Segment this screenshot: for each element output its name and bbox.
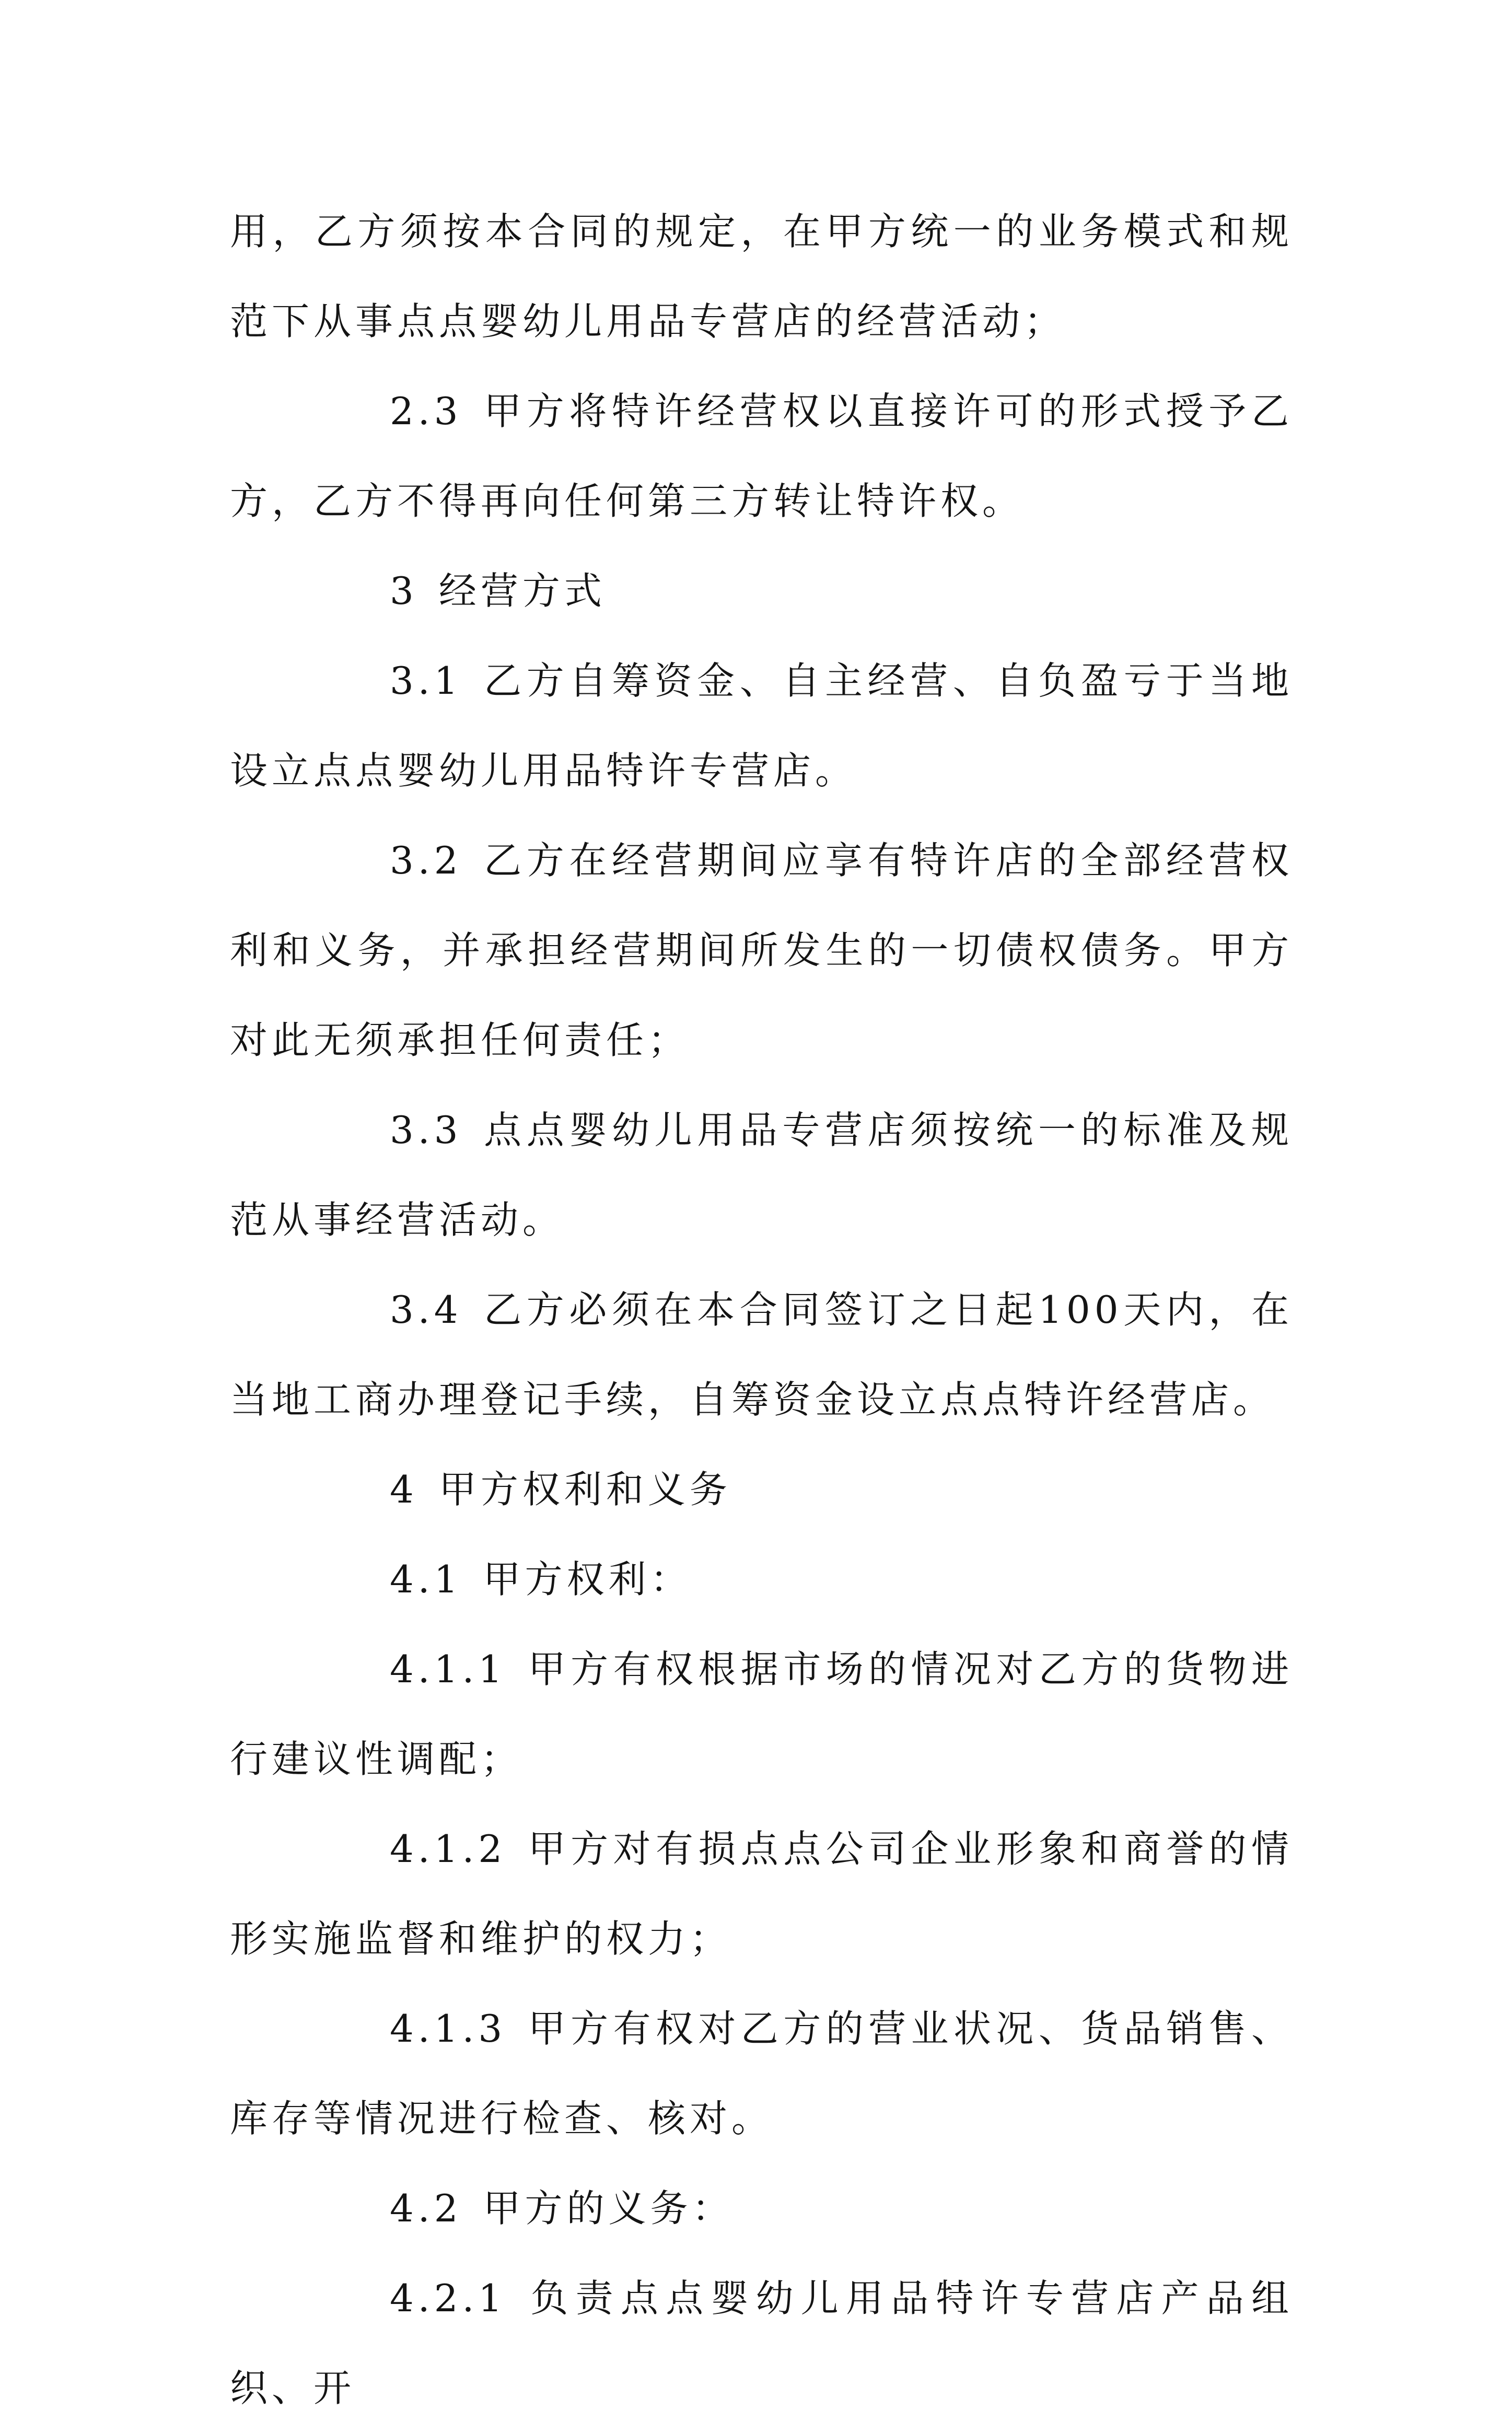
paragraph-text: 甲方有权对乙方的营业状况、货品销售、库存等情况进行检查、核对。 bbox=[230, 2007, 1293, 2140]
paragraph-text: 甲方将特许经营权以直接许可的形式授予乙方，乙方不得再向任何第三方转让特许权。 bbox=[230, 389, 1293, 523]
paragraph-4-1-1 bbox=[230, 1624, 1293, 1804]
section-heading-3 bbox=[230, 546, 1293, 636]
paragraph-3-4 bbox=[230, 1265, 1293, 1445]
clause-number: 4.1.3 bbox=[390, 2007, 507, 2051]
paragraph-3-1 bbox=[230, 636, 1293, 816]
clause-number: 4.1.2 bbox=[390, 1827, 507, 1871]
paragraph-text: 甲方有权根据市场的情况对乙方的货物进行建议性调配； bbox=[230, 1647, 1293, 1781]
paragraph-2-3 bbox=[230, 366, 1293, 546]
paragraph-4-2-1 bbox=[230, 2253, 1293, 2433]
paragraph-4-2 bbox=[230, 2163, 1293, 2253]
clause-number: 3.1 bbox=[390, 659, 462, 703]
paragraph-text: 甲方对有损点点公司企业形象和商誉的情形实施监督和维护的权力； bbox=[230, 1827, 1293, 1961]
paragraph-text: 甲方的义务： bbox=[483, 2186, 734, 2230]
paragraph-text: 点点婴幼儿用品专营店须按统一的标准及规范从事经营活动。 bbox=[230, 1108, 1293, 1242]
section-number: 4 bbox=[390, 1468, 418, 1511]
paragraph-text: 用，乙方须按本合同的规定，在甲方统一的业务模式和规范下从事点点婴幼儿用品专营店的经营活动； bbox=[230, 209, 1293, 343]
section-heading-4 bbox=[230, 1445, 1293, 1534]
clause-number: 4.2.1 bbox=[390, 2276, 507, 2320]
section-number: 3 bbox=[390, 569, 418, 613]
clause-number: 3.4 bbox=[390, 1288, 462, 1332]
paragraph-text: 乙方在经营期间应享有特许店的全部经营权利和义务，并承担经营期间所发生的一切债权债务。甲方对此无须承担任何责任； bbox=[230, 839, 1293, 1062]
section-title: 经营方式 bbox=[438, 569, 606, 613]
paragraph-3-3 bbox=[230, 1085, 1293, 1265]
paragraph-text: 乙方必须在本合同签订之日起100天内，在当地工商办理登记手续，自筹资金设立点点特许经营店。 bbox=[230, 1288, 1293, 1422]
paragraph-4-1-2 bbox=[230, 1804, 1293, 1984]
clause-number: 4.1.1 bbox=[390, 1647, 507, 1691]
section-title: 甲方权利和义务 bbox=[438, 1468, 731, 1511]
paragraph-text: 乙方自筹资金、自主经营、自负盈亏于当地设立点点婴幼儿用品特许专营店。 bbox=[230, 659, 1293, 793]
paragraph-text: 负责点点婴幼儿用品特许专营店产品组织、开 bbox=[230, 2276, 1293, 2410]
paragraph-continuation bbox=[230, 187, 1293, 366]
clause-number: 4.2 bbox=[390, 2186, 462, 2230]
paragraph-4-1 bbox=[230, 1534, 1293, 1624]
paragraph-4-1-3 bbox=[230, 1984, 1293, 2163]
clause-number: 2.3 bbox=[390, 389, 462, 433]
clause-number: 3.2 bbox=[390, 839, 462, 882]
paragraph-3-2 bbox=[230, 816, 1293, 1085]
clause-number: 3.3 bbox=[390, 1108, 462, 1152]
clause-number: 4.1 bbox=[390, 1557, 462, 1601]
paragraph-text: 甲方权利： bbox=[483, 1557, 692, 1601]
document-body bbox=[230, 187, 1293, 2433]
